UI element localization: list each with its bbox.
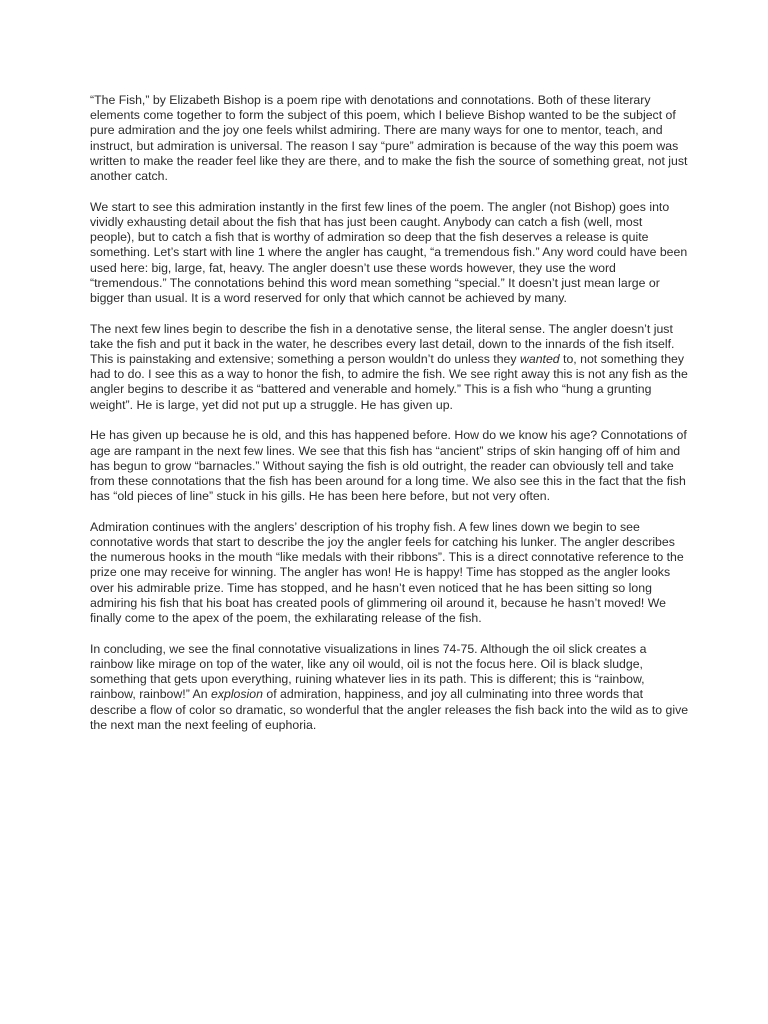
- paragraph-5: [90, 520, 690, 626]
- paragraph-3-emphasis: wanted: [519, 352, 560, 367]
- paragraph-6: [90, 642, 690, 733]
- paragraph-5-text: Admiration continues with the anglers’ description of his trophy fish. A few lines down we begin to see connotative words that start to describe the joy the angler feels for catching his lunker. The angler describes the numerous hooks in the mouth “like medals with their ribbons”. This is a direct connotative reference to the prize one may receive for winning. The angler has won! He is happy! Time has stopped as the angler looks over his admirable prize. Time has stopped, and he hasn’t even noticed that he has been sitting so long admiring his fish that his boat has created pools of glimmering oil around it, because he hasn’t moved! We finally come to the apex of the poem, the exhilarating release of the fish.: [90, 519, 684, 626]
- paragraph-6-text-a: In concluding, we see the final connotative visualizations in lines 74-75. Although the oil slick creates a rainbow like mirage on top of the water, like any oil would, oil is not the focus here. Oil is black sludge, something that gets upon everything, ruining whatever lies in its path. This is different; this is “rainbow, rainbow, rainbow!” An: [90, 641, 647, 702]
- paragraph-1-text: “The Fish,” by Elizabeth Bishop is a poem ripe with denotations and connotations. Both of these literary elements come together to form the subject of this poem, which I believe Bishop wanted to be the subject of pure admiration and the joy one feels whilst admiring. There are many ways for one to mentor, teach, and instruct, but admiration is universal. The reason I say “pure” admiration is because of the way this poem was written to make the reader feel like they are there, and to make the fish the source of something great, not just another catch.: [90, 93, 688, 184]
- paragraph-2: [90, 200, 690, 306]
- paragraph-6-emphasis: explosion: [211, 687, 263, 702]
- paragraph-4-text: He has given up because he is old, and this has happened before. How do we know his age? Connotations of age are rampant in the next few lines. We see that this fish has “ancient” strips of skin hanging off of him and has begun to grow “barnacles.” Without saying the fish is old outright, the reader can obviously tell and take from these connotations that the fish has been around for a long time. We also see this in the fact that the fish has “old pieces of line” stuck in his gills. He has been here before, but not very often.: [90, 428, 687, 504]
- essay-body: [90, 93, 690, 749]
- paragraph-3-text-b: to, not something they had to do. I see this as a way to honor the fish, to admire the fish. We see right away this is not any fish as the angler begins to describe it as “battered and venerable and homely.” This is a fish who “hung a grunting weight”. He is large, yet did not put up a struggle. He has given up.: [90, 352, 688, 412]
- paragraph-2-text: We start to see this admiration instantly in the first few lines of the poem. The angler (not Bishop) goes into vividly exhausting detail about the fish that has just been caught. Anybody can catch a fish (well, most people), but to catch a fish that is worthy of admiration so deep that the fish deserves a release is quite something. Let’s start with line 1 where the angler has caught, “a tremendous fish.” Any word could have been used here: big, large, fat, heavy. The angler doesn’t use these words however, they use the word “tremendous.” The connotations behind this word mean something “special.” It doesn’t just mean large or bigger than usual. It is a word reserved for only that which cannot be achieved by many.: [90, 199, 688, 305]
- paragraph-1: [90, 93, 690, 184]
- paragraph-4: [90, 428, 690, 504]
- paragraph-3-text-a: The next few lines begin to describe the fish in a denotative sense, the literal sense. The angler doesn’t just take the fish and put it back in the water, he describes every last detail, down to the innards of the fish itself. This is painstaking and extensive; something a person wouldn’t do unless they: [90, 321, 675, 367]
- paragraph-6-text-b: of admiration, happiness, and joy all culminating into three words that describe a flow of color so dramatic, so wonderful that the angler releases the fish back into the wild as to give the next man the next feeling of euphoria.: [90, 687, 689, 732]
- paragraph-3: [90, 322, 690, 413]
